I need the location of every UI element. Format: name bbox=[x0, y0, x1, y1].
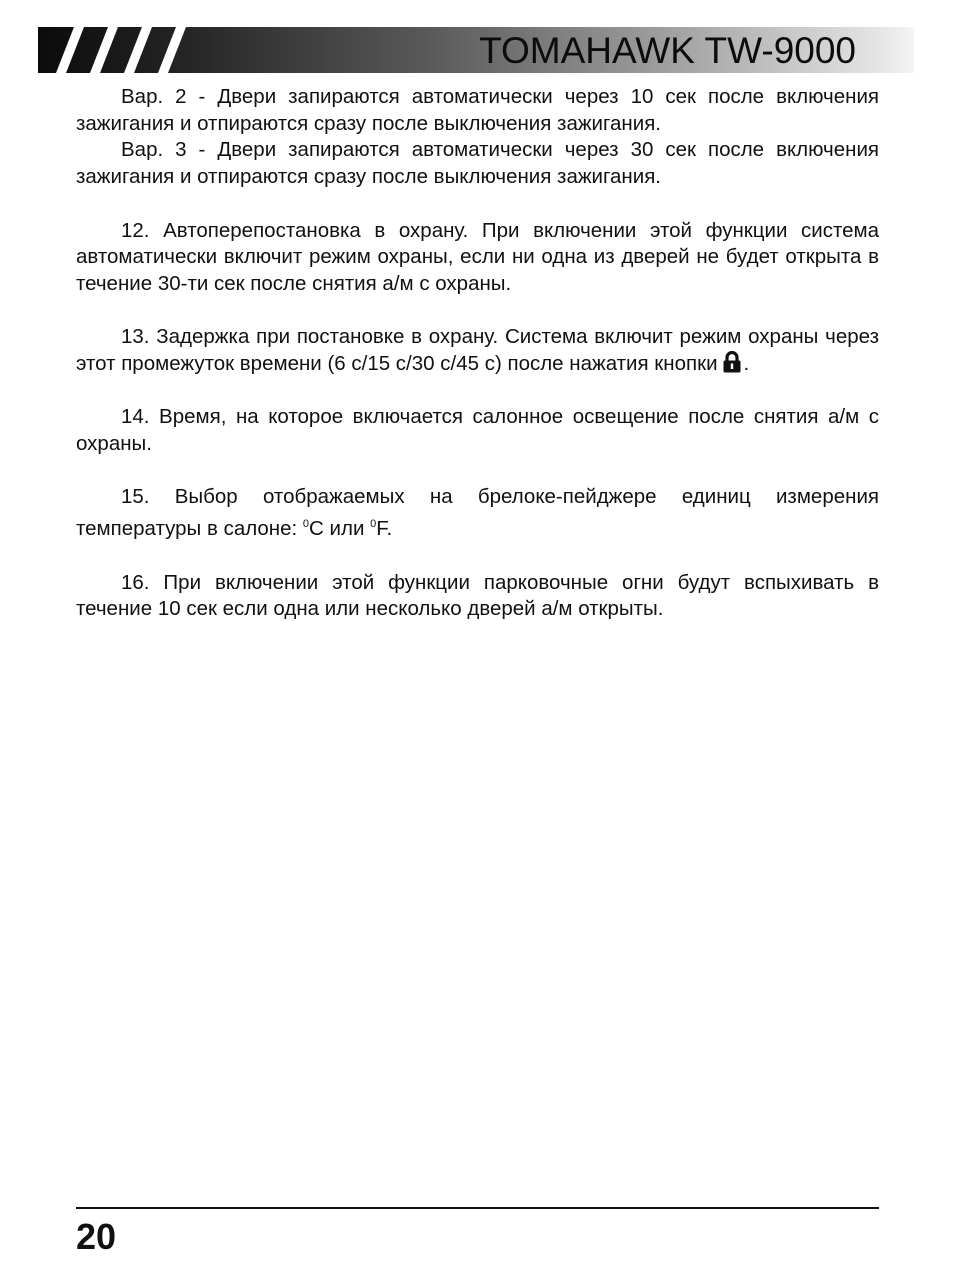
item-15-text-b: С или bbox=[309, 517, 371, 541]
paragraph-item-13 bbox=[76, 324, 879, 377]
item-15-text-c: F. bbox=[376, 517, 393, 541]
paragraph-var2: Вар. 2 - Двери запираются автоматически через 10 сек после включения зажигания и отпираются сразу после выключения зажигания. bbox=[76, 85, 879, 135]
lock-icon bbox=[722, 351, 742, 373]
page-title: TOMAHAWK TW-9000 bbox=[479, 30, 856, 71]
item-13-text: 13. Задержка при постановке в охрану. Система включит режим охраны через этот промежуток времени (6 с/15 с/30 с/45 с) после нажатия кнопки bbox=[76, 325, 879, 375]
paragraph-item-15 bbox=[76, 484, 879, 542]
page-number: 20 bbox=[76, 1216, 117, 1257]
footer-divider bbox=[76, 1207, 879, 1209]
paragraph-var3: Вар. 3 - Двери запираются автоматически через 30 сек после включения зажигания и отпираются сразу после выключения зажигания. bbox=[76, 138, 879, 189]
header-stripes bbox=[38, 27, 188, 73]
paragraph-item-16: 16. При включении этой функции парковочные огни будут вспыхивать в течение 10 сек если одна или несколько дверей а/м открыты. bbox=[76, 570, 879, 621]
paragraph-item-14: 14. Время, на которое включается салонное освещение после снятия а/м с охраны. bbox=[76, 405, 879, 456]
item-13-end: . bbox=[743, 352, 750, 375]
degree-mark-celsius: 0 bbox=[302, 518, 310, 531]
degree-mark-fahrenheit: 0 bbox=[370, 518, 377, 531]
document-body bbox=[76, 84, 879, 623]
item-15-text-a: 15. Выбор отображаемых на брелоке-пейджере единиц измерения температуры в салоне: bbox=[76, 485, 879, 541]
header-bar bbox=[38, 27, 914, 73]
paragraph-item-12: 12. Автоперепостановка в охрану. При включении этой функции система автоматически включит режим охраны, если ни одна из дверей не будет открыта в течение 30-ти сек после снятия а/м с охраны. bbox=[76, 218, 879, 295]
